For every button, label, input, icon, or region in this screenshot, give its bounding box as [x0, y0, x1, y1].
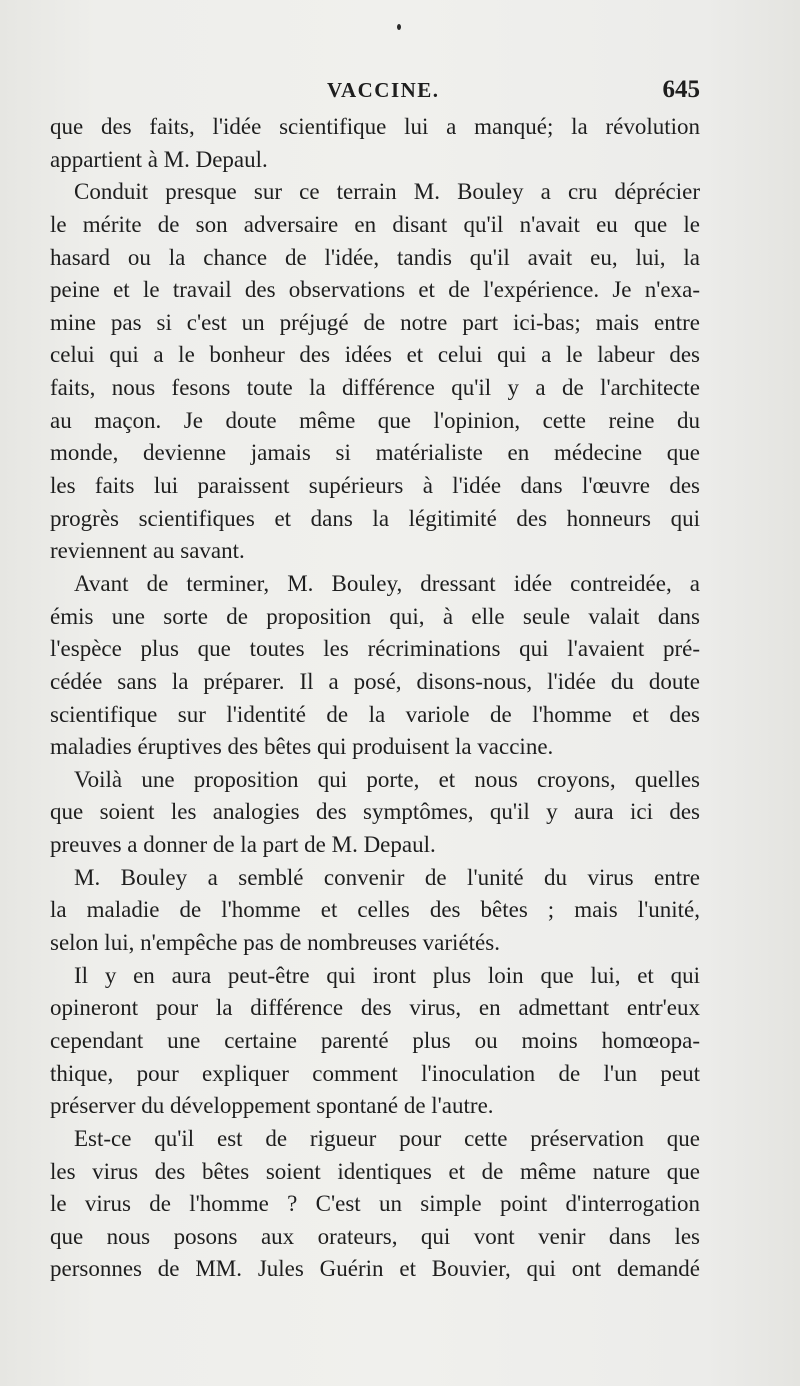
text-line: mine pas si c'est un préjugé de notre part ici-bas; mais entre: [50, 309, 700, 335]
text-line: celui qui a le bonheur des idées et celui qui a le labeur des: [50, 342, 700, 368]
text-line: l'espèce plus que toutes les récriminations qui l'avaient pré-: [50, 636, 700, 662]
page-number: 645: [662, 76, 700, 103]
text-line: hasard ou la chance de l'idée, tandis qu'il avait eu, lui, la: [50, 244, 700, 270]
running-head: [50, 78, 700, 108]
ink-speck: [397, 24, 401, 30]
text-line: selon lui, n'empêche pas de nombreuses variétés.: [50, 930, 500, 956]
text-line: que soient les analogies des symptômes, qu'il y aura ici des: [50, 799, 700, 825]
text-line: Il y en aura peut-être qui iront plus loin que lui, et qui: [74, 962, 700, 988]
text-line: Est-ce qu'il est de rigueur pour cette préservation que: [74, 1125, 700, 1151]
text-line: Avant de terminer, M. Bouley, dressant idée contreidée, a: [74, 570, 700, 596]
text-line: émis une sorte de proposition qui, à elle seule valait dans: [50, 603, 700, 629]
text-line: thique, pour expliquer comment l'inoculation de l'un peut: [50, 1060, 700, 1086]
text-line: opineront pour la différence des virus, en admettant entr'eux: [50, 995, 700, 1021]
text-line: appartient à M. Depaul.: [50, 146, 268, 172]
text-line: le mérite de son adversaire en disant qu'il n'avait eu que le: [50, 211, 700, 237]
text-line: que nous posons aux orateurs, qui vont venir dans les: [50, 1223, 700, 1249]
text-line: les virus des bêtes soient identiques et de même nature que: [50, 1158, 700, 1184]
text-line: faits, nous fesons toute la différence qu'il y a de l'architecte: [50, 375, 700, 401]
running-title: VACCINE.: [327, 78, 440, 102]
text-line: peine et le travail des observations et de l'expérience. Je n'exa-: [50, 277, 700, 303]
text-line: preuves a donner de la part de M. Depaul.: [50, 832, 436, 858]
text-line: progrès scientifiques et dans la légitimité des honneurs qui: [50, 505, 700, 531]
text-line: M. Bouley a semblé convenir de l'unité du virus entre: [74, 864, 700, 890]
text-line: cédée sans la préparer. Il a posé, disons-nous, l'idée du doute: [50, 668, 700, 694]
text-line: cependant une certaine parenté plus ou moins homœopa-: [50, 1027, 700, 1053]
text-line: reviennent au savant.: [50, 538, 245, 564]
text-line: monde, devienne jamais si matérialiste en médecine que: [50, 440, 700, 466]
text-line: que des faits, l'idée scientifique lui a manqué; la révolution: [50, 114, 700, 139]
text-line: au maçon. Je doute même que l'opinion, cette reine du: [50, 407, 700, 433]
text-line: la maladie de l'homme et celles des bêtes ; mais l'unité,: [50, 897, 700, 923]
text-line: scientifique sur l'identité de la variole de l'homme et des: [50, 701, 700, 727]
text-line: maladies éruptives des bêtes qui produisent la vaccine.: [50, 734, 554, 760]
text-line: Voilà une proposition qui porte, et nous croyons, quelles: [74, 766, 700, 792]
text-line: préserver du développement spontané de l'autre.: [50, 1093, 494, 1119]
text-line: les faits lui paraissent supérieurs à l'idée dans l'œuvre des: [50, 473, 700, 499]
text-line: Conduit presque sur ce terrain M. Bouley a cru déprécier: [74, 179, 700, 205]
text-line: le virus de l'homme ? C'est un simple point d'interrogation: [50, 1191, 700, 1217]
text-line: personnes de MM. Jules Guérin et Bouvier, qui ont demandé: [50, 1256, 700, 1282]
body-text: [50, 111, 700, 1286]
